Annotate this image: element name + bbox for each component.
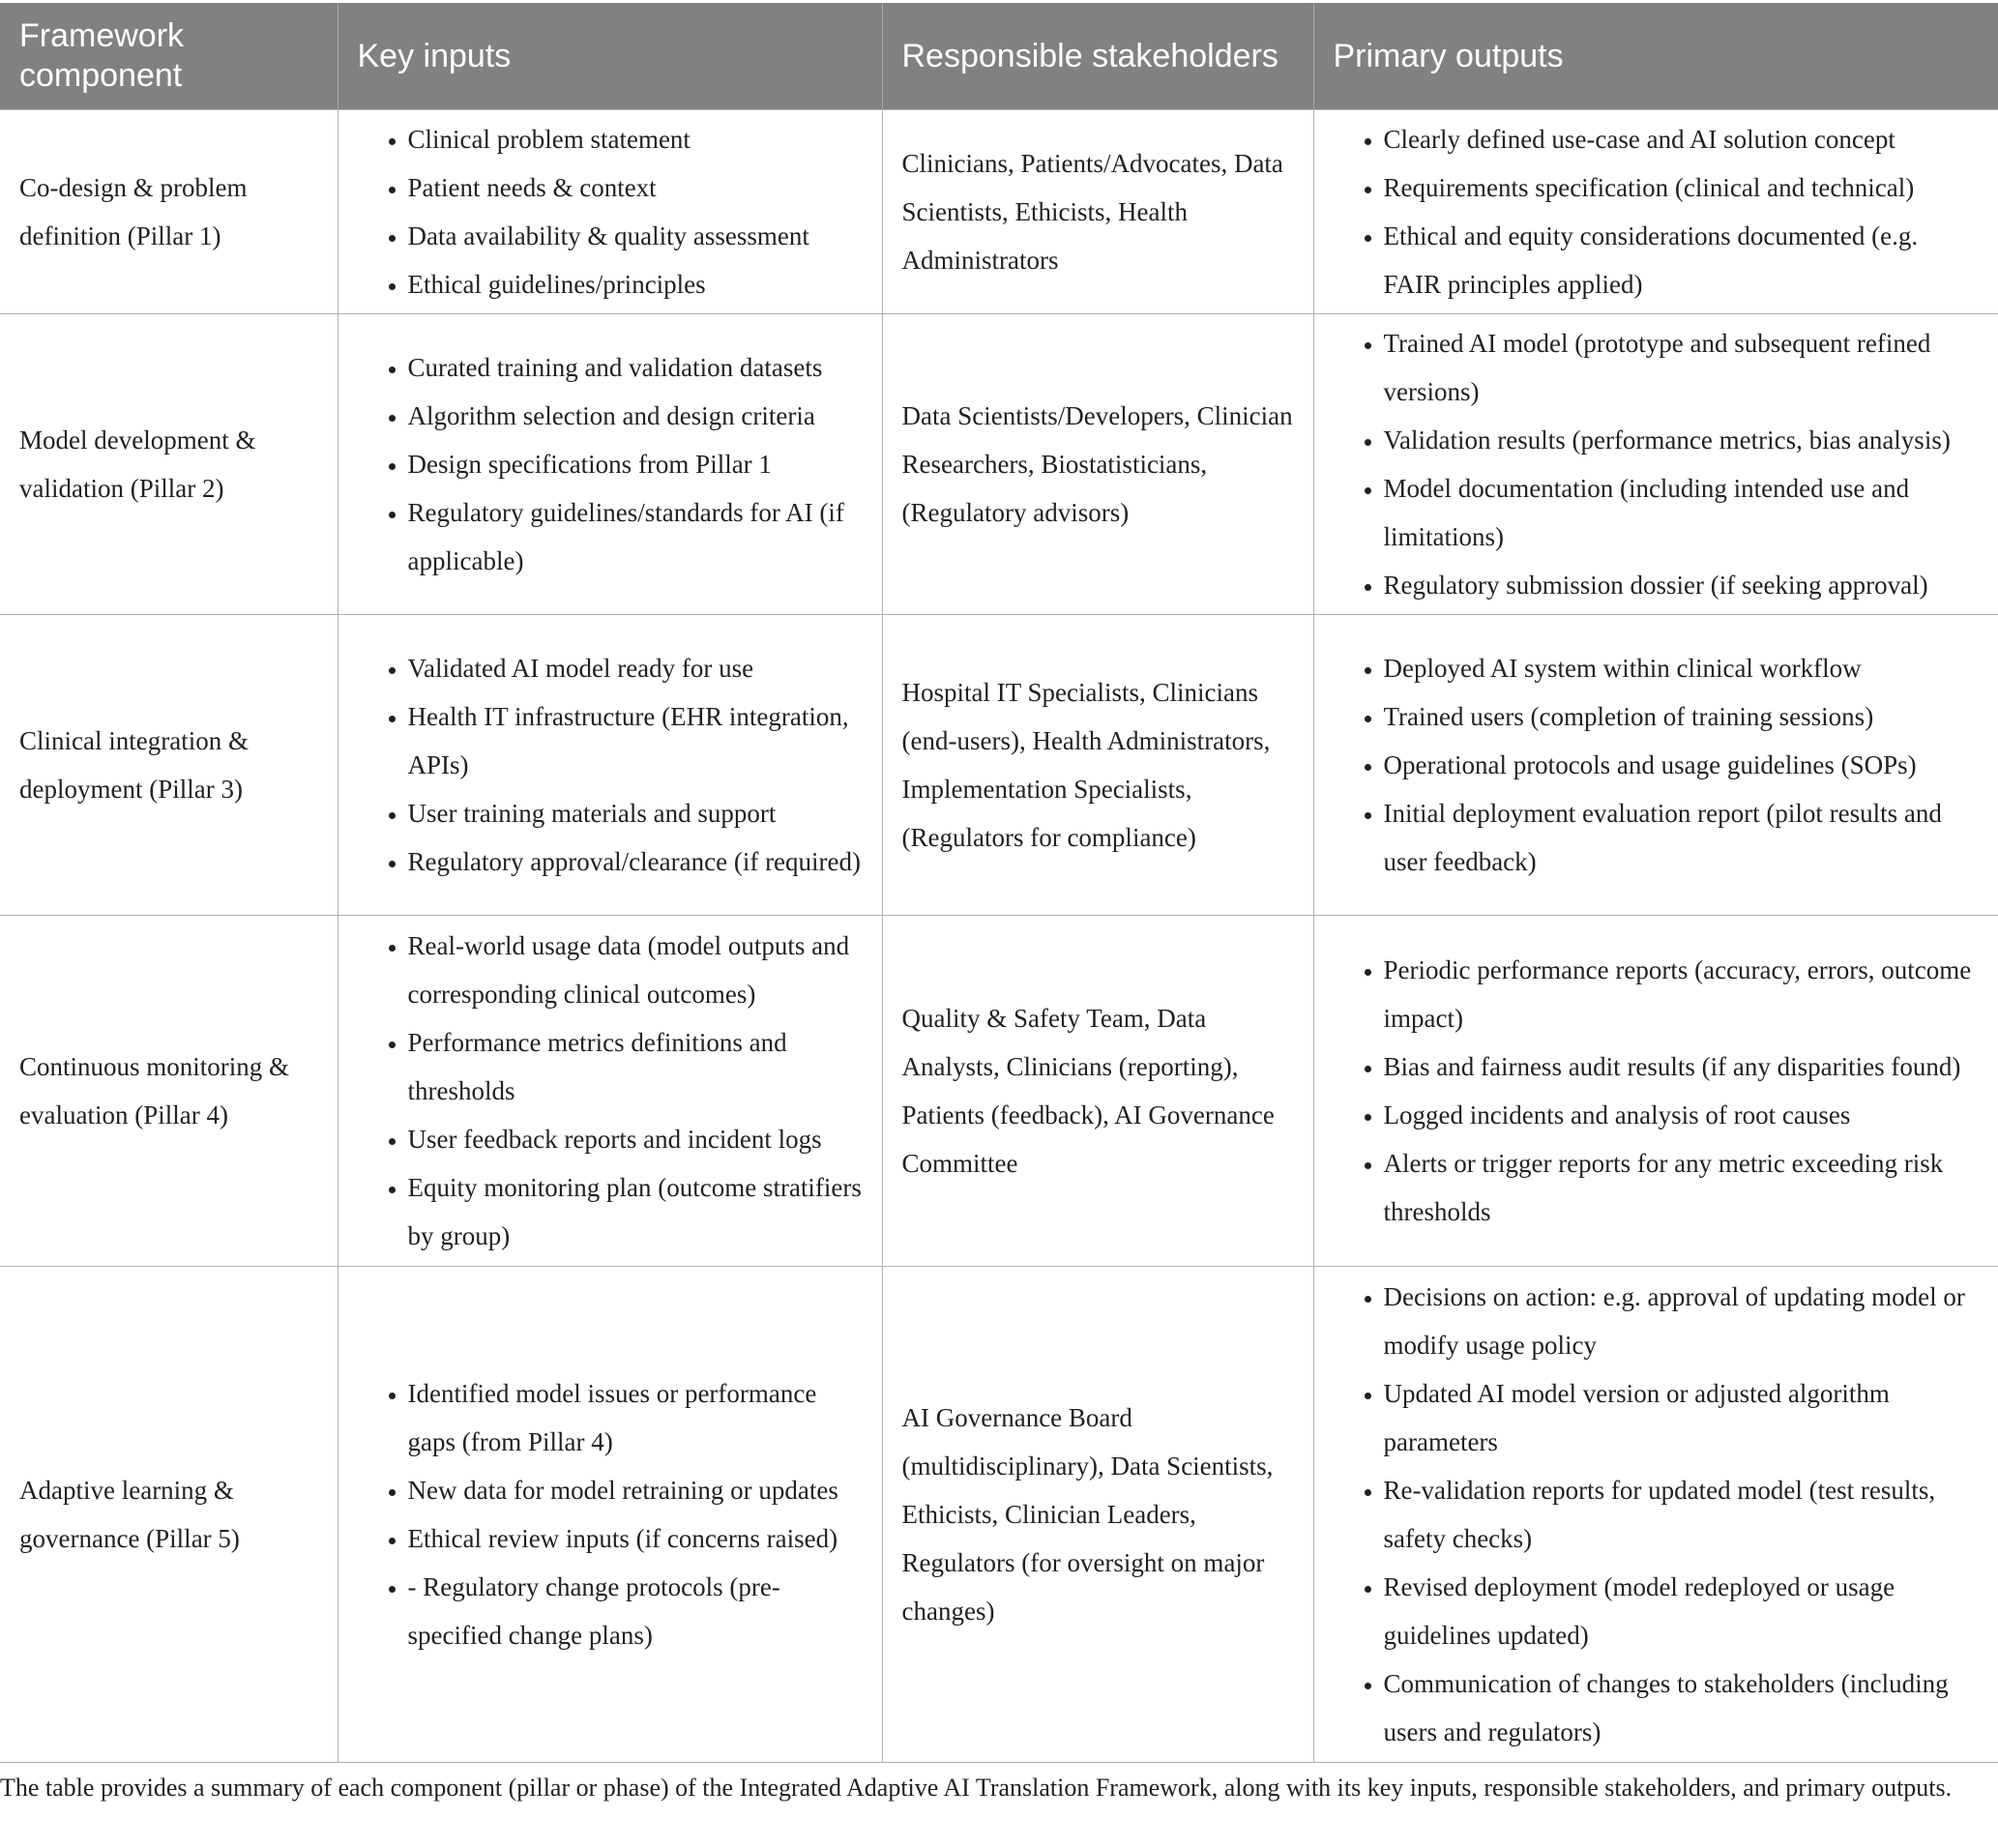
inputs-cell	[338, 110, 882, 314]
inputs-list	[358, 644, 863, 886]
list-item: • Trained AI model (prototype and subsequent refined versions)	[1384, 319, 1980, 416]
list-item: • Real-world usage data (model outputs and corresponding clinical outcomes)	[408, 922, 863, 1018]
list-item: • Design specifications from Pillar 1	[408, 440, 863, 488]
stakeholders-cell: Hospital IT Specialists, Clinicians (end-users), Health Administrators, Implementation Specialists, (Regulators for compliance)	[882, 615, 1313, 916]
list-item: • Performance metrics definitions and thresholds	[408, 1018, 863, 1115]
stakeholders-cell: Clinicians, Patients/Advocates, Data Scientists, Ethicists, Health Administrators	[882, 110, 1313, 314]
list-item: • Updated AI model version or adjusted algorithm parameters	[1384, 1369, 1980, 1466]
list-item: • Curated training and validation datasets	[408, 343, 863, 392]
list-item: • Regulatory submission dossier (if seeking approval)	[1384, 561, 1980, 609]
inputs-cell	[338, 1267, 882, 1763]
outputs-cell	[1313, 615, 1998, 916]
stakeholders-cell: AI Governance Board (multidisciplinary), Data Scientists, Ethicists, Clinician Leaders, Regulators (for oversight on major changes)	[882, 1267, 1313, 1763]
component-cell: Continuous monitoring & evaluation (Pillar 4)	[0, 916, 338, 1267]
list-item: • Data availability & quality assessment	[408, 212, 863, 260]
outputs-list	[1334, 644, 1980, 886]
inputs-list	[358, 115, 863, 308]
list-item: • Initial deployment evaluation report (pilot results and user feedback)	[1384, 789, 1980, 886]
list-item: • Regulatory approval/clearance (if required)	[408, 837, 863, 886]
inputs-cell	[338, 314, 882, 615]
list-item: • Algorithm selection and design criteria	[408, 392, 863, 440]
list-item: • - Regulatory change protocols (pre-specified change plans)	[408, 1563, 863, 1659]
list-item: • Communication of changes to stakeholders (including users and regulators)	[1384, 1659, 1980, 1756]
list-item: • Decisions on action: e.g. approval of updating model or modify usage policy	[1384, 1273, 1980, 1369]
framework-table-container	[0, 3, 1998, 1763]
table-header	[0, 3, 1998, 110]
table-row-pillar-3	[0, 615, 1998, 916]
list-item: • Equity monitoring plan (outcome stratifiers by group)	[408, 1163, 863, 1260]
component-cell: Adaptive learning & governance (Pillar 5)	[0, 1267, 338, 1763]
list-item: • Bias and fairness audit results (if any disparities found)	[1384, 1042, 1980, 1091]
component-cell: Model development & validation (Pillar 2)	[0, 314, 338, 615]
header-primary-outputs: Primary outputs	[1313, 3, 1998, 110]
list-item: • Health IT infrastructure (EHR integration, APIs)	[408, 692, 863, 789]
outputs-cell	[1313, 314, 1998, 615]
list-item: • Regulatory guidelines/standards for AI (if applicable)	[408, 488, 863, 585]
component-cell: Clinical integration & deployment (Pillar 3)	[0, 615, 338, 916]
list-item: • Trained users (completion of training sessions)	[1384, 692, 1980, 741]
header-framework-component: Framework component	[0, 3, 338, 110]
framework-table	[0, 3, 1998, 1763]
table-row-pillar-5	[0, 1267, 1998, 1763]
header-row	[0, 3, 1998, 110]
stakeholders-cell: Quality & Safety Team, Data Analysts, Clinicians (reporting), Patients (feedback), AI Governance Committee	[882, 916, 1313, 1267]
header-responsible-stakeholders: Responsible stakeholders	[882, 3, 1313, 110]
outputs-cell	[1313, 916, 1998, 1267]
stakeholders-cell: Data Scientists/Developers, Clinician Researchers, Biostatisticians, (Regulatory advisors)	[882, 314, 1313, 615]
outputs-cell	[1313, 110, 1998, 314]
list-item: • Periodic performance reports (accuracy, errors, outcome impact)	[1384, 946, 1980, 1042]
table-row-pillar-2	[0, 314, 1998, 615]
header-key-inputs: Key inputs	[338, 3, 882, 110]
table-caption: The table provides a summary of each component (pillar or phase) of the Integrated Adaptive AI Translation Framework, along with its key inputs, responsible stakeholders, and primary outputs.	[0, 1774, 1953, 1802]
list-item: • Logged incidents and analysis of root causes	[1384, 1091, 1980, 1139]
list-item: • Ethical review inputs (if concerns raised)	[408, 1514, 863, 1563]
outputs-cell	[1313, 1267, 1998, 1763]
outputs-list	[1334, 319, 1980, 609]
list-item: • Identified model issues or performance gaps (from Pillar 4)	[408, 1369, 863, 1466]
outputs-list	[1334, 1273, 1980, 1756]
inputs-list	[358, 343, 863, 585]
list-item: • Re-validation reports for updated model (test results, safety checks)	[1384, 1466, 1980, 1563]
table-body	[0, 110, 1998, 1763]
inputs-list	[358, 922, 863, 1260]
list-item: • Model documentation (including intended use and limitations)	[1384, 464, 1980, 561]
list-item: • Requirements specification (clinical and technical)	[1384, 163, 1980, 212]
inputs-cell	[338, 916, 882, 1267]
list-item: • Alerts or trigger reports for any metric exceeding risk thresholds	[1384, 1139, 1980, 1236]
component-cell: Co-design & problem definition (Pillar 1)	[0, 110, 338, 314]
list-item: • Revised deployment (model redeployed or usage guidelines updated)	[1384, 1563, 1980, 1659]
inputs-cell	[338, 615, 882, 916]
list-item: • Validated AI model ready for use	[408, 644, 863, 692]
list-item: • Patient needs & context	[408, 163, 863, 212]
list-item: • Ethical guidelines/principles	[408, 260, 863, 308]
list-item: • Deployed AI system within clinical workflow	[1384, 644, 1980, 692]
list-item: • User training materials and support	[408, 789, 863, 837]
list-item: • Operational protocols and usage guidelines (SOPs)	[1384, 741, 1980, 789]
list-item: • Clinical problem statement	[408, 115, 863, 163]
list-item: • User feedback reports and incident logs	[408, 1115, 863, 1163]
list-item: • Clearly defined use-case and AI solution concept	[1384, 115, 1980, 163]
table-row-pillar-1	[0, 110, 1998, 314]
outputs-list	[1334, 946, 1980, 1236]
list-item: • Ethical and equity considerations documented (e.g. FAIR principles applied)	[1384, 212, 1980, 308]
list-item: • Validation results (performance metrics, bias analysis)	[1384, 416, 1980, 464]
table-row-pillar-4	[0, 916, 1998, 1267]
list-item: • New data for model retraining or updates	[408, 1466, 863, 1514]
outputs-list	[1334, 115, 1980, 308]
inputs-list	[358, 1369, 863, 1659]
